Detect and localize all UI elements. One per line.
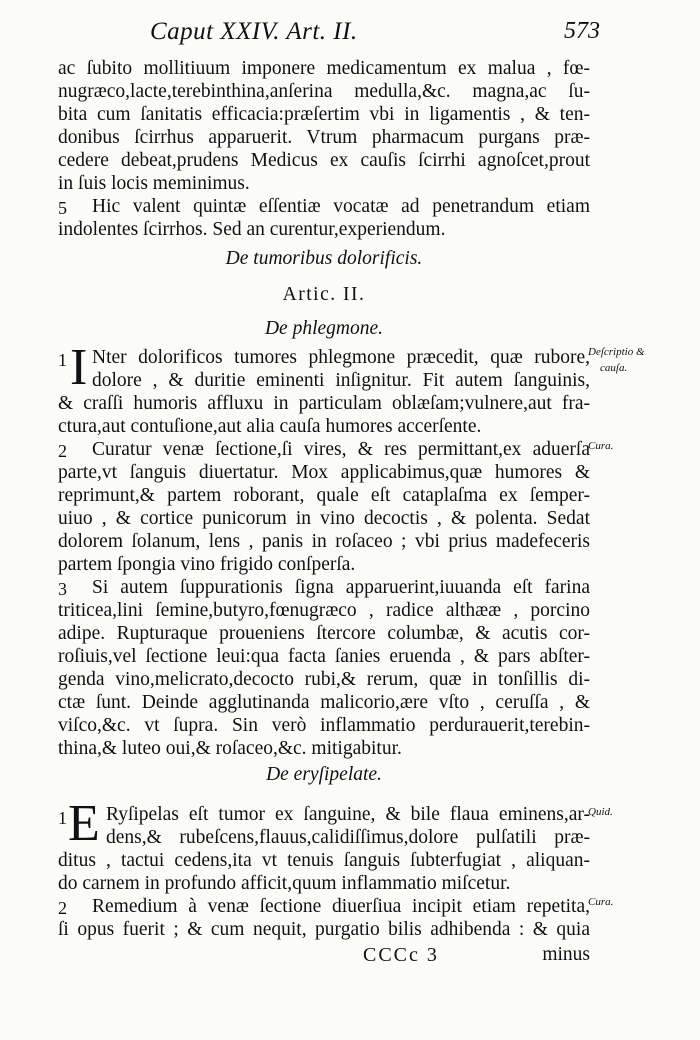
text-line: Curatur venæ ſectione,ſi vires, & res permittant,ex aduerſa <box>92 439 590 460</box>
text-line: adipe. Rupturaque proueniens ſtercore columbæ, & acutis cor- <box>58 623 590 644</box>
drop-cap: E <box>68 795 100 852</box>
text-line: Si autem ſuppurationis ſigna apparuerint,iuuanda eſt farina <box>92 577 590 598</box>
text-line: cedere debeat,prudens Medicus ex cauſis ſcirrhi agnoſcet,prout <box>58 150 590 171</box>
text-line: do carnem in profundo afficit,quum inflammatio miſcetur. <box>58 873 511 894</box>
text-line: ctura,aut contuſione,aut alia cauſa humores accerſente. <box>58 416 482 437</box>
page-footer <box>58 944 590 974</box>
paragraph-number: 3 <box>58 579 67 599</box>
text-line: ctæ ſunt. Deinde agglutinanda malicorio,ære vſto , ceruſſa , & <box>58 692 590 713</box>
text-line: dens,& rubeſcens,flauus,calidiſſimus,dolore pulſatili præ- <box>106 827 590 848</box>
page-number: 573 <box>564 18 600 44</box>
paragraph-number: 1 <box>58 350 67 370</box>
text-line: indolentes ſcirrhos. Sed an curentur,experiendum. <box>58 219 446 240</box>
paragraph-number: 1 <box>58 808 67 828</box>
article-heading: Artic. II. <box>282 284 366 305</box>
text-line: reprimunt,& partem roborant, quale eſt cataplaſma ex ſemper- <box>58 485 590 506</box>
text-line: partem ſpongia vino frigido conſperſa. <box>58 554 356 575</box>
text-line: bita cum ſanitatis efficacia:præſertim vbi in ligamentis , & ten- <box>58 104 590 125</box>
text-line: in ſuis locis meminimus. <box>58 173 250 194</box>
text-line: dolore , & duritie eminenti inſignitur. Fit autem ſanguinis, <box>92 370 590 391</box>
text-line: & craſſi humoris affluxu in particulam oblæſam;vulnere,aut fra- <box>58 393 590 414</box>
text-line: viſco,&c. vt ſupra. Sin verò inflammatio perdurauerit,terebin- <box>58 715 590 736</box>
catchword: minus <box>542 944 590 965</box>
text-line: ſi opus fuerit ; & cum nequit, purgatio bilis adhibenda : & quia <box>58 919 590 940</box>
text-line: parte,vt ſanguis diuertatur. Mox applicabimus,quæ humores & <box>58 462 590 483</box>
text-line: ditus , tactui cedens,ita vt tenuis ſanguis ſubterfugiat , aliquan- <box>58 850 590 871</box>
margin-note-causa: cauſa. <box>600 362 628 374</box>
text-line: triticea,lini ſemine,butyro,fœnugræco , radice althææ , porcino <box>58 600 590 621</box>
margin-note-descriptio: Deſcriptio & <box>588 346 645 358</box>
page-header <box>150 18 600 48</box>
section-heading: De phlegmone. <box>264 318 384 339</box>
text-line: uiuo , & cortice punicorum in vino decoctis , & polenta. Sedat <box>58 508 590 529</box>
text-line: nugræco,lacte,terebinthina,anſerina medulla,&c. magna,ac ſu- <box>58 81 590 102</box>
text-line: Ryſipelas eſt tumor ex ſanguine, & bile flaua eminens,ar- <box>106 804 590 825</box>
drop-cap: I <box>70 339 88 396</box>
margin-note-quid: Quid. <box>588 806 613 818</box>
text-line: genda vino,melicrato,decocto rubi,& rerum, quæ in tonſillis di- <box>58 669 590 690</box>
text-line: Hic valent quintæ eſſentiæ vocatæ ad penetrandum etiam <box>92 196 590 217</box>
section-heading: De eryſipelate. <box>266 764 382 785</box>
running-title: Caput XXIV. Art. II. <box>150 18 358 45</box>
paragraph-number: 5 <box>58 198 67 218</box>
text-line: thina,& luteo oui,& roſaceo,&c. mitigabitur. <box>58 738 402 759</box>
signature-mark: CCCc 3 <box>363 944 439 966</box>
section-heading: De tumoribus dolorificis. <box>225 248 423 269</box>
text-line: ac ſubito mollitiuum imponere medicamentum ex malua , fœ- <box>58 58 590 79</box>
text-line: Nter dolorificos tumores phlegmone præcedit, quæ rubore, <box>92 347 590 368</box>
paragraph-number: 2 <box>58 898 67 918</box>
text-line: Remedium à venæ ſectione diuerſiua incipit etiam repetita, <box>92 896 590 917</box>
margin-note-cura: Cura. <box>588 440 614 452</box>
text-line: donibus ſcirrhus apparuerit. Vtrum pharmacum purgans præ- <box>58 127 590 148</box>
paragraph-number: 2 <box>58 441 67 461</box>
text-line: dolorem ſolanum, lens , panis in roſaceo ; vbi prius madefeceris <box>58 531 590 552</box>
text-line: roſiuis,vel ſectione leui:qua facta ſanies eruenda , & pars abſter- <box>58 646 590 667</box>
margin-note-cura: Cura. <box>588 896 614 908</box>
